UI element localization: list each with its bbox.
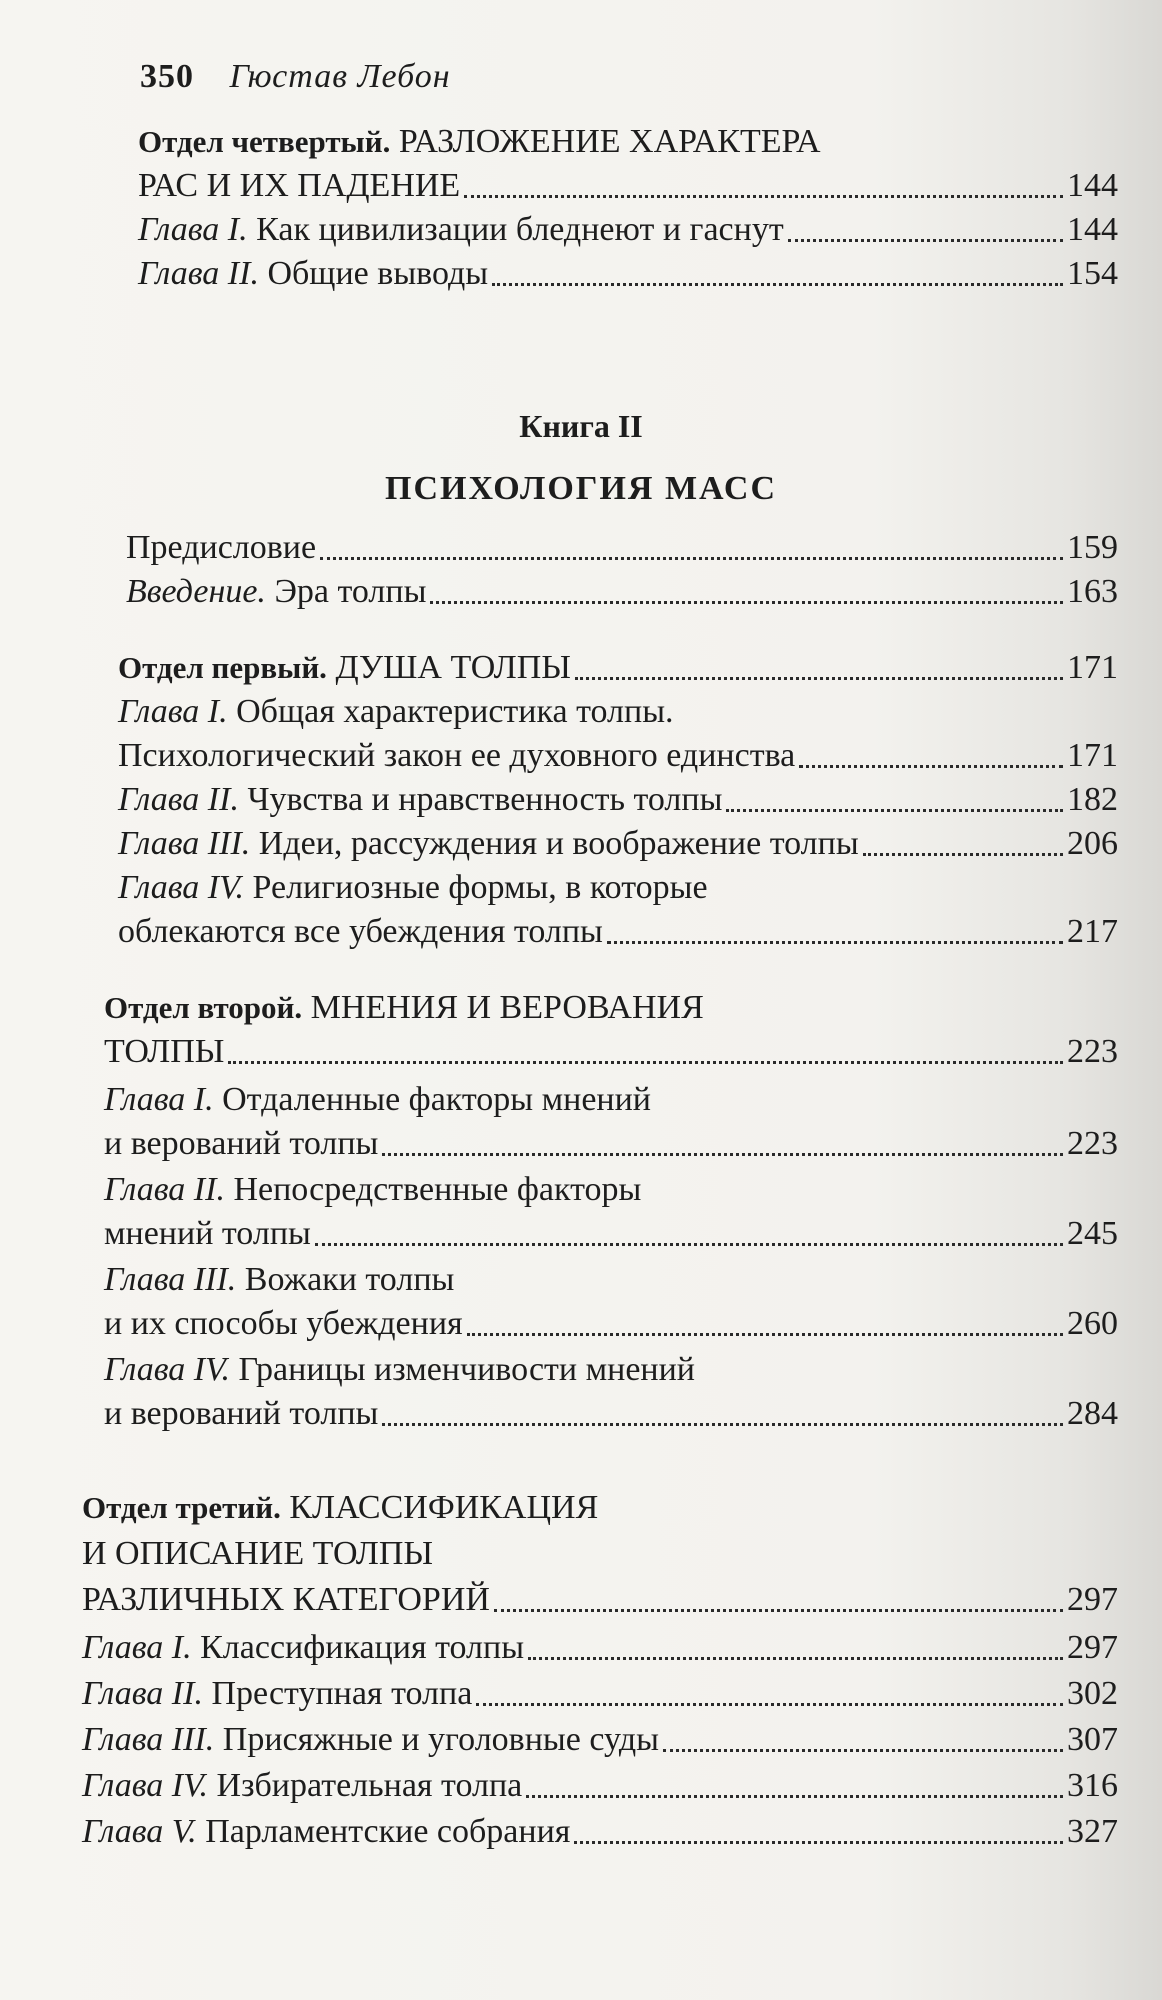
dot-leader	[799, 761, 1063, 768]
toc-page: 284	[1067, 1395, 1118, 1432]
page-number: 350	[140, 58, 194, 95]
dot-leader	[526, 1791, 1063, 1798]
toc-section-heading: И ОПИСАНИЕ ТОЛПЫ	[82, 1535, 434, 1572]
toc-entry: мнений толпы 245	[104, 1212, 1118, 1256]
toc-page: 159	[1067, 529, 1118, 566]
toc-entry: и верований толпы 223	[104, 1122, 1118, 1166]
toc-page: 144	[1067, 211, 1118, 248]
toc-page: 260	[1067, 1305, 1118, 1342]
dot-leader	[430, 597, 1063, 604]
dot-leader	[575, 673, 1063, 680]
toc-page: 144	[1067, 167, 1118, 204]
toc-entry-start: Глава II. Непосредственные факторы	[104, 1171, 642, 1208]
toc-entry: РАС И ИХ ПАДЕНИЕ 144	[138, 164, 1118, 208]
toc-entry: и их способы убеждения 260	[104, 1302, 1118, 1346]
toc-intro	[126, 526, 1118, 616]
toc-entry-start: Глава IV. Религиозные формы, в которые	[118, 869, 708, 906]
toc-entry: Глава IV. Избирательная толпа 316	[82, 1764, 1118, 1808]
toc-entry: Глава I. Классификация толпы 297	[82, 1626, 1118, 1670]
dot-leader	[315, 1239, 1063, 1246]
toc-page: 217	[1067, 913, 1118, 950]
toc-section-2	[104, 986, 1118, 1436]
toc-page: 307	[1067, 1721, 1118, 1758]
dot-leader	[863, 849, 1063, 856]
toc-entry: и верований толпы 284	[104, 1392, 1118, 1436]
dot-leader	[492, 279, 1063, 286]
toc-page: 171	[1067, 737, 1118, 774]
toc-entry: Введение. Эра толпы 163	[126, 570, 1118, 614]
dot-leader	[663, 1745, 1063, 1752]
toc-section-heading: Отдел третий. КЛАССИФИКАЦИЯ	[82, 1489, 599, 1526]
toc-entry: Глава I. Как цивилизации бледнеют и гаснут 144	[138, 208, 1118, 252]
running-header	[140, 58, 451, 96]
toc-page: 316	[1067, 1767, 1118, 1804]
toc-entry: Глава V. Парламентские собрания 327	[82, 1810, 1118, 1854]
toc-page: 327	[1067, 1813, 1118, 1850]
toc-entry: Отдел первый. ДУША ТОЛПЫ 171	[118, 646, 1118, 690]
dot-leader	[494, 1605, 1063, 1612]
toc-entry: Глава II. Преступная толпа 302	[82, 1672, 1118, 1716]
toc-entry-start: Глава I. Общая характеристика толпы.	[118, 693, 674, 730]
toc-entry: Глава III. Идеи, рассуждения и воображение толпы 206	[118, 822, 1118, 866]
dot-leader	[788, 235, 1063, 242]
dot-leader	[228, 1057, 1063, 1064]
toc-entry: Психологический закон ее духовного единства 171	[118, 734, 1118, 778]
dot-leader	[574, 1837, 1063, 1844]
toc-section-heading: Отдел второй. МНЕНИЯ И ВЕРОВАНИЯ	[104, 989, 704, 1026]
toc-entry-start: Глава IV. Границы изменчивости мнений	[104, 1351, 695, 1388]
dot-leader	[464, 191, 1063, 198]
toc-part4	[138, 120, 1118, 300]
dot-leader	[607, 937, 1063, 944]
toc-page: 206	[1067, 825, 1118, 862]
dot-leader	[528, 1653, 1063, 1660]
toc-page: 302	[1067, 1675, 1118, 1712]
toc-entry: Предисловие 159	[126, 526, 1118, 570]
toc-page: 182	[1067, 781, 1118, 818]
book-title: ПСИХОЛОГИЯ МАСС	[385, 470, 777, 507]
running-author: Гюстав Лебон	[229, 58, 451, 95]
book-label: Книга II	[519, 408, 643, 444]
toc-entry-start: Глава III. Вожаки толпы	[104, 1261, 455, 1298]
toc-entry: ТОЛПЫ 223	[104, 1030, 1118, 1074]
toc-entry: РАЗЛИЧНЫХ КАТЕГОРИЙ 297	[82, 1578, 1118, 1622]
toc-page: 297	[1067, 1581, 1118, 1618]
dot-leader	[726, 805, 1063, 812]
toc-page: 297	[1067, 1629, 1118, 1666]
toc-page: 154	[1067, 255, 1118, 292]
toc-entry: облекаются все убеждения толпы 217	[118, 910, 1118, 954]
toc-page: 223	[1067, 1125, 1118, 1162]
toc-section-3	[82, 1486, 1118, 1866]
dot-leader	[382, 1419, 1063, 1426]
toc-entry: Глава II. Общие выводы 154	[138, 252, 1118, 296]
toc-entry: Глава II. Чувства и нравственность толпы 182	[118, 778, 1118, 822]
dot-leader	[467, 1329, 1063, 1336]
toc-page: 223	[1067, 1033, 1118, 1070]
toc-page: 245	[1067, 1215, 1118, 1252]
toc-section-heading: Отдел четвертый. РАЗЛОЖЕНИЕ ХАРАКТЕРА	[138, 123, 821, 160]
toc-page: 163	[1067, 573, 1118, 610]
toc-entry-start: Глава I. Отдаленные факторы мнений	[104, 1081, 651, 1118]
dot-leader	[320, 553, 1063, 560]
toc-page: 171	[1067, 649, 1118, 686]
dot-leader	[382, 1149, 1063, 1156]
toc-section-1	[118, 646, 1118, 956]
dot-leader	[476, 1699, 1063, 1706]
toc-entry: Глава III. Присяжные и уголовные суды 307	[82, 1718, 1118, 1762]
